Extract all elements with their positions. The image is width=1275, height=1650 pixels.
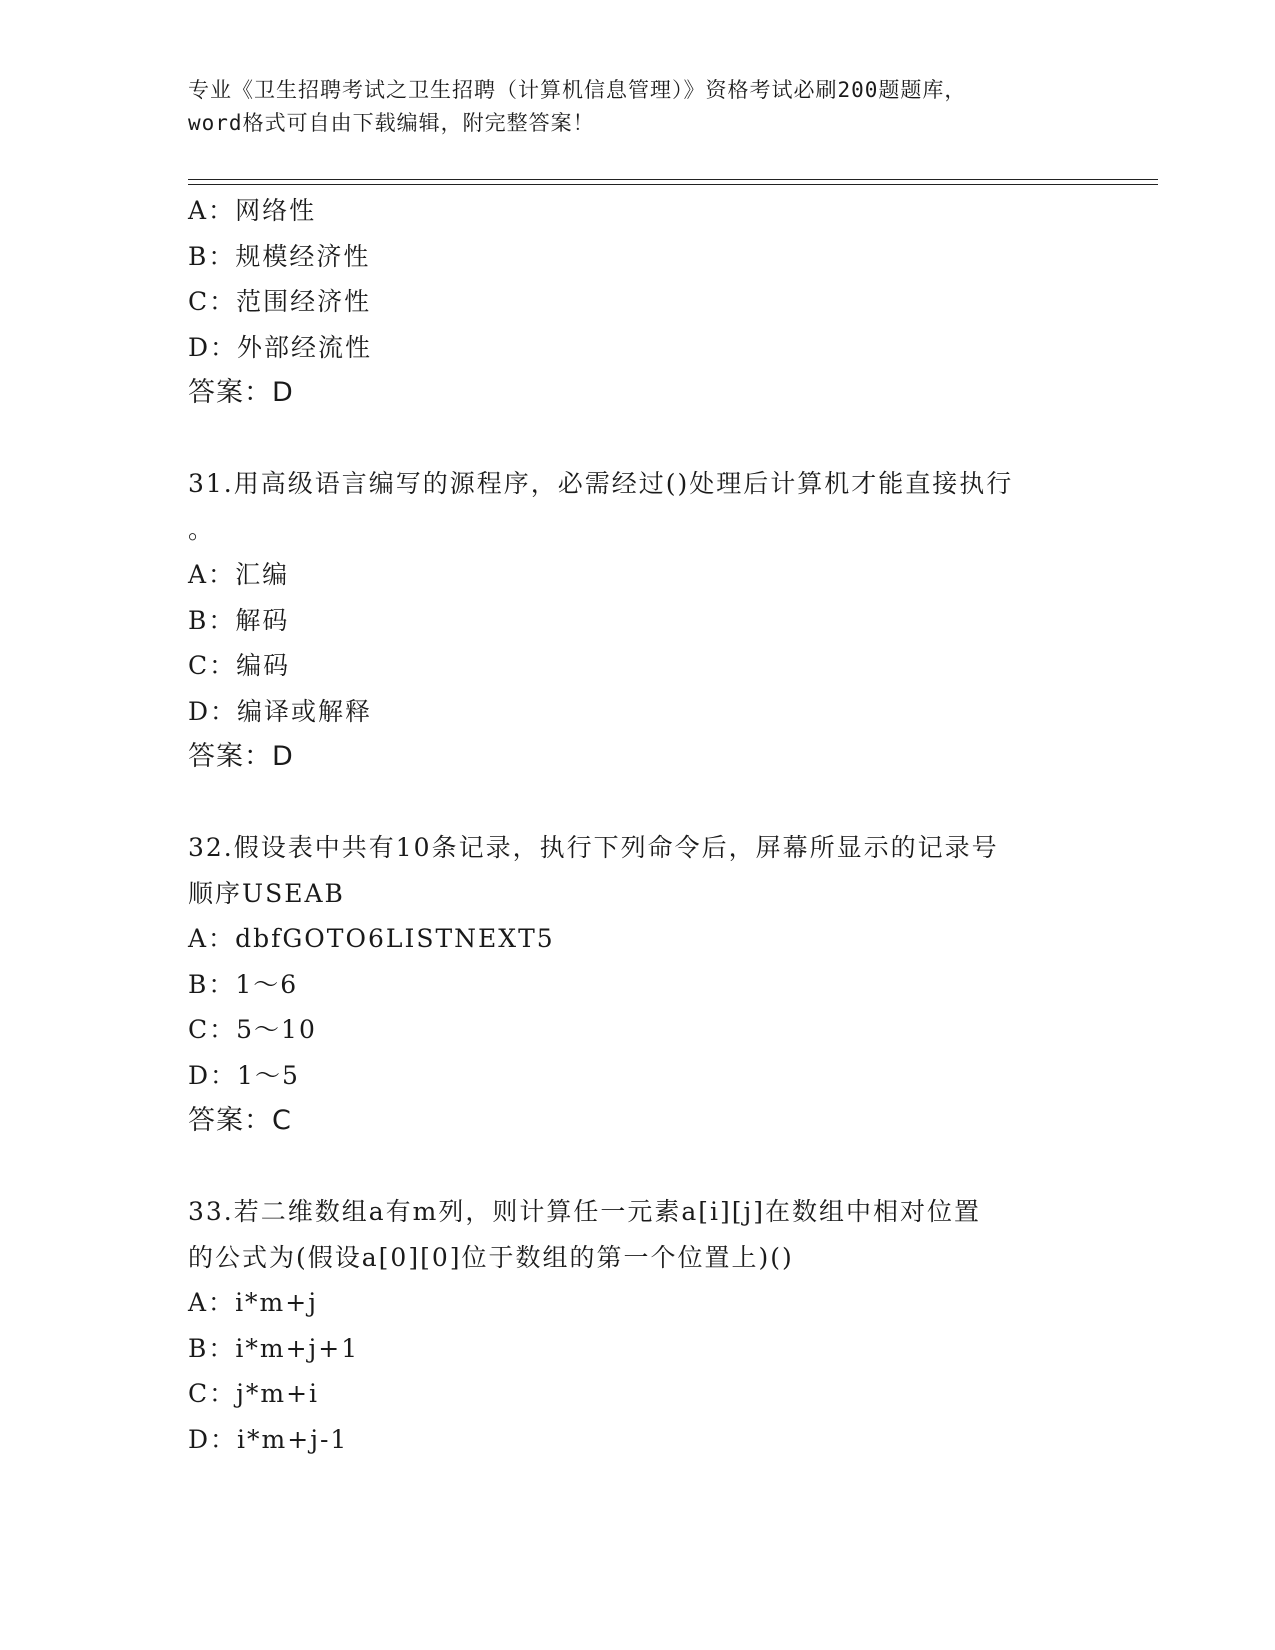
option-text: 1～6 [235, 969, 299, 999]
answer-line: 答案：D [188, 741, 294, 772]
option-label: B： [188, 605, 236, 635]
option-b [188, 1326, 1088, 1372]
option-b [188, 962, 1088, 1008]
option-label: A： [188, 1288, 236, 1317]
option-label: D： [188, 1424, 238, 1454]
question-32 [188, 825, 1088, 1144]
option-text: j*m+i [236, 1379, 320, 1408]
spacer [188, 416, 1088, 462]
option-label: D： [188, 1060, 238, 1090]
option-c [188, 1007, 1088, 1053]
header-title-line2: word格式可自由下载编辑，附完整答案！ [188, 111, 595, 135]
option-text: 汇编 [235, 560, 290, 589]
option-b [188, 598, 1088, 644]
header-title-line1: 专业《卫生招聘考试之卫生招聘（计算机信息管理）》资格考试必刷200题题库， [188, 78, 967, 102]
option-label: C： [188, 651, 237, 680]
spacer [188, 1144, 1088, 1190]
option-text: 1～5 [237, 1060, 300, 1090]
option-label: B： [188, 241, 236, 271]
option-a [188, 1280, 1088, 1326]
option-label: A： [188, 560, 236, 589]
question-31 [188, 461, 1088, 780]
option-a [188, 552, 1088, 598]
option-d [188, 325, 1088, 371]
option-text: 解码 [235, 605, 290, 635]
option-text: i*m+j-1 [237, 1424, 349, 1454]
option-text: 编码 [236, 651, 291, 680]
question-stem-continued: 的公式为(假设a[0][0]位于数组的第一个位置上)() [188, 1242, 794, 1272]
question-stem: 31.用高级语言编写的源程序，必需经过()处理后计算机才能直接执行 [188, 469, 1014, 498]
answer-line: 答案：C [188, 1105, 292, 1136]
question-33 [188, 1189, 1088, 1462]
question-stem-continued: 。 [188, 514, 216, 544]
option-text: i*m+j+1 [235, 1333, 360, 1363]
question-stem: 32.假设表中共有10条记录，执行下列命令后，屏幕所显示的记录号 [188, 833, 999, 862]
option-text: 外部经流性 [237, 332, 373, 362]
option-text: 规模经济性 [235, 241, 371, 271]
option-label: B： [188, 1333, 236, 1363]
option-a [188, 916, 1088, 962]
option-c [188, 1371, 1088, 1417]
option-text: 范围经济性 [236, 287, 372, 316]
question-stem: 33.若二维数组a有m列，则计算任一元素a[i][j]在数组中相对位置 [188, 1197, 982, 1226]
question-list [188, 188, 1088, 1462]
option-c [188, 643, 1088, 689]
question-stem-continued: 顺序USEAB [188, 878, 345, 908]
option-d [188, 1053, 1088, 1099]
question-30 [188, 188, 1088, 416]
option-label: A： [188, 196, 236, 225]
option-text: 编译或解释 [237, 696, 373, 726]
spacer [188, 780, 1088, 826]
option-label: D： [188, 696, 238, 726]
option-label: C： [188, 287, 237, 316]
header-divider-top [188, 179, 1158, 180]
option-text: i*m+j [235, 1288, 318, 1317]
option-b [188, 234, 1088, 280]
header-divider-bottom [188, 184, 1158, 185]
option-d [188, 1417, 1088, 1463]
option-label: B： [188, 969, 236, 999]
option-text: 网络性 [235, 196, 317, 225]
option-text: dbfGOTO6LISTNEXT5 [235, 924, 555, 953]
option-a [188, 188, 1088, 234]
option-label: C： [188, 1015, 237, 1044]
option-label: A： [188, 924, 236, 953]
option-label: D： [188, 332, 238, 362]
document-header [188, 74, 1088, 140]
option-d [188, 689, 1088, 735]
option-label: C： [188, 1379, 237, 1408]
option-text: 5～10 [236, 1015, 317, 1044]
answer-line: 答案：D [188, 377, 294, 408]
option-c [188, 279, 1088, 325]
